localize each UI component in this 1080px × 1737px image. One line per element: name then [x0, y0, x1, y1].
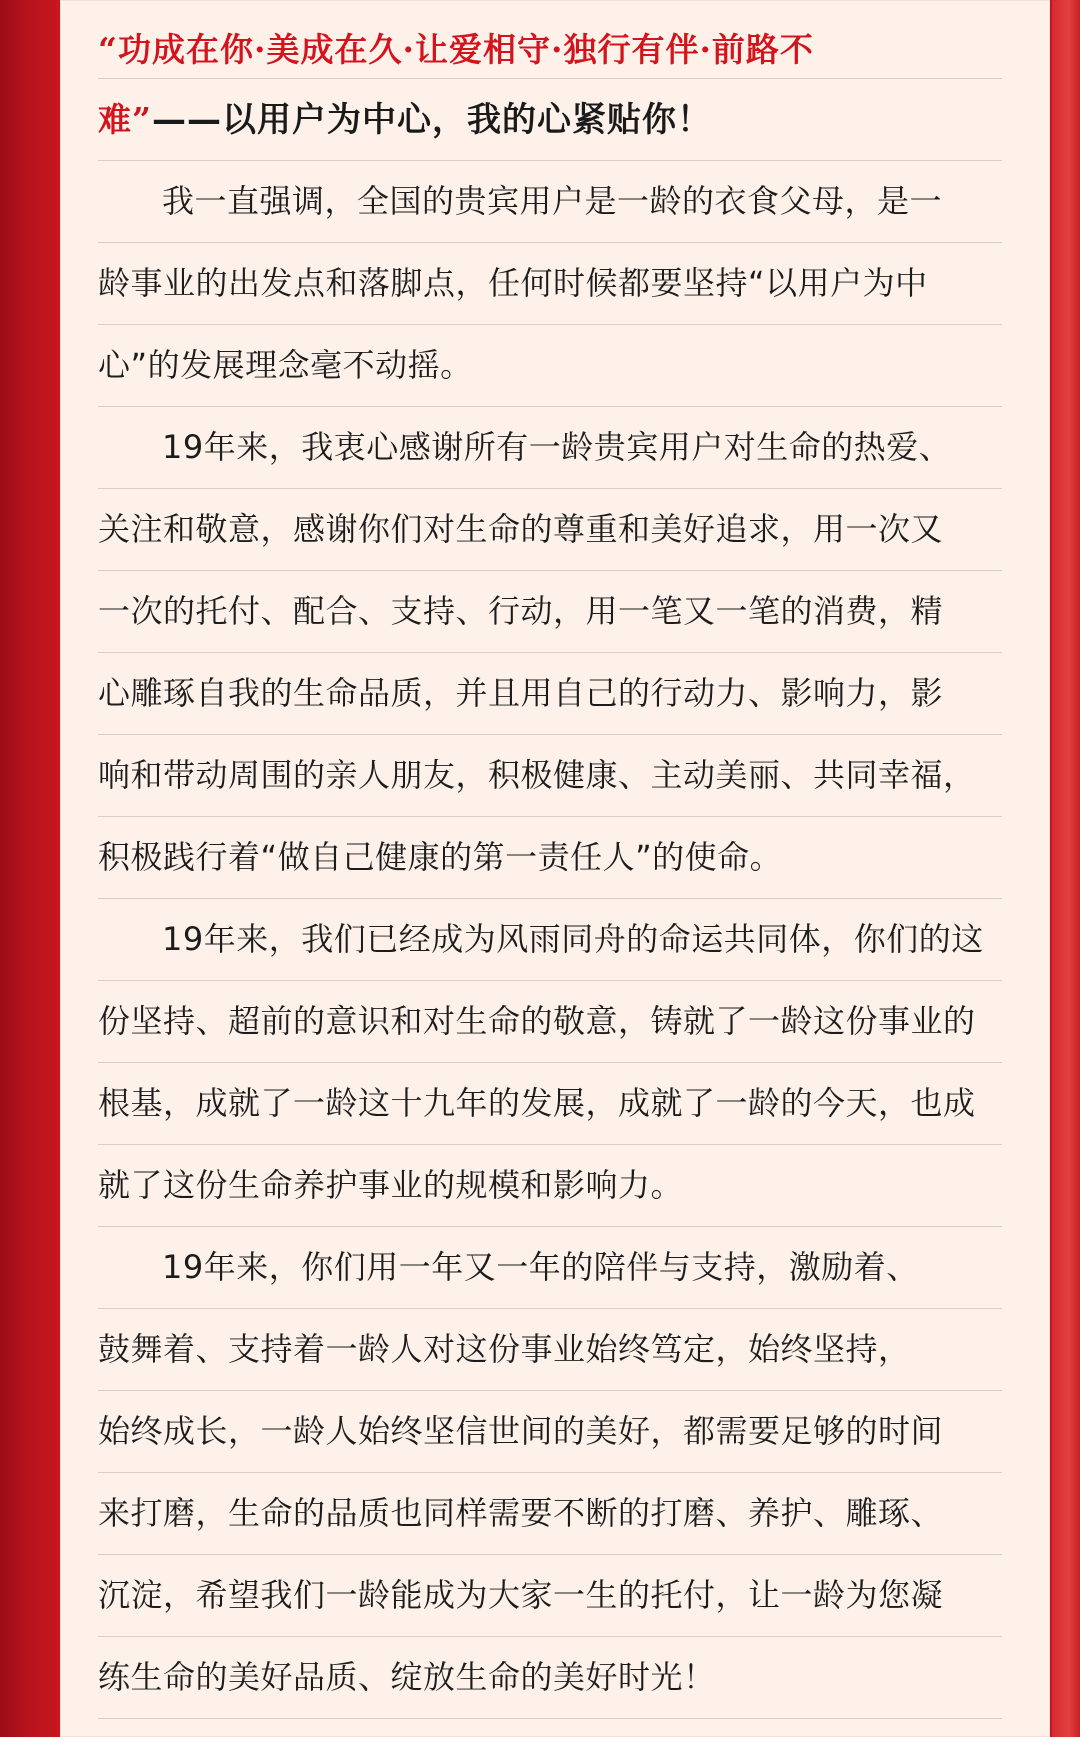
text-line: 根基，成就了一龄这十九年的发展，成就了一龄的今天，也成 — [98, 1063, 1002, 1145]
letter-paper — [60, 0, 1050, 1737]
letter-body — [98, 161, 1002, 1719]
letter-content — [98, 0, 1002, 1719]
title-text-2-black: ——以用户为中心，我的心紧贴你！ — [151, 100, 712, 140]
text-line: 19年来，你们用一年又一年的陪伴与支持，激励着、 — [98, 1227, 1002, 1309]
text-line: 就了这份生命养护事业的规模和影响力。 — [98, 1145, 1002, 1227]
text-line: 沉淀，希望我们一龄能成为大家一生的托付，让一龄为您凝 — [98, 1555, 1002, 1637]
title-line-2 — [98, 79, 1002, 161]
title-text-1: “功成在你·美成在久·让爱相守·独行有伴·前路不 — [98, 30, 814, 69]
text-line: 鼓舞着、支持着一龄人对这份事业始终笃定，始终坚持， — [98, 1309, 1002, 1391]
text-line: 心”的发展理念毫不动摇。 — [98, 325, 1002, 407]
text-line: 19年来，我衷心感谢所有一龄贵宾用户对生命的热爱、 — [98, 407, 1002, 489]
text-line: 19年来，我们已经成为风雨同舟的命运共同体，你们的这 — [98, 899, 1002, 981]
text-line: 来打磨，生命的品质也同样需要不断的打磨、养护、雕琢、 — [98, 1473, 1002, 1555]
text-line: 关注和敬意，感谢你们对生命的尊重和美好追求，用一次又 — [98, 489, 1002, 571]
title-text-2-red: 难” — [98, 100, 152, 139]
left-red-border — [0, 0, 60, 1737]
text-line: 份坚持、超前的意识和对生命的敬意，铸就了一龄这份事业的 — [98, 981, 1002, 1063]
text-line: 龄事业的出发点和落脚点，任何时候都要坚持“以用户为中 — [98, 243, 1002, 325]
text-line: 响和带动周围的亲人朋友，积极健康、主动美丽、共同幸福， — [98, 735, 1002, 817]
right-red-border — [1052, 0, 1080, 1737]
text-line: 心雕琢自我的生命品质，并且用自己的行动力、影响力，影 — [98, 653, 1002, 735]
text-line: 我一直强调，全国的贵宾用户是一龄的衣食父母，是一 — [98, 161, 1002, 243]
text-line: 练生命的美好品质、绽放生命的美好时光！ — [98, 1637, 1002, 1719]
title-line-1 — [98, 0, 1002, 79]
text-line: 始终成长，一龄人始终坚信世间的美好，都需要足够的时间 — [98, 1391, 1002, 1473]
text-line: 一次的托付、配合、支持、行动，用一笔又一笔的消费，精 — [98, 571, 1002, 653]
text-line: 积极践行着“做自己健康的第一责任人”的使命。 — [98, 817, 1002, 899]
